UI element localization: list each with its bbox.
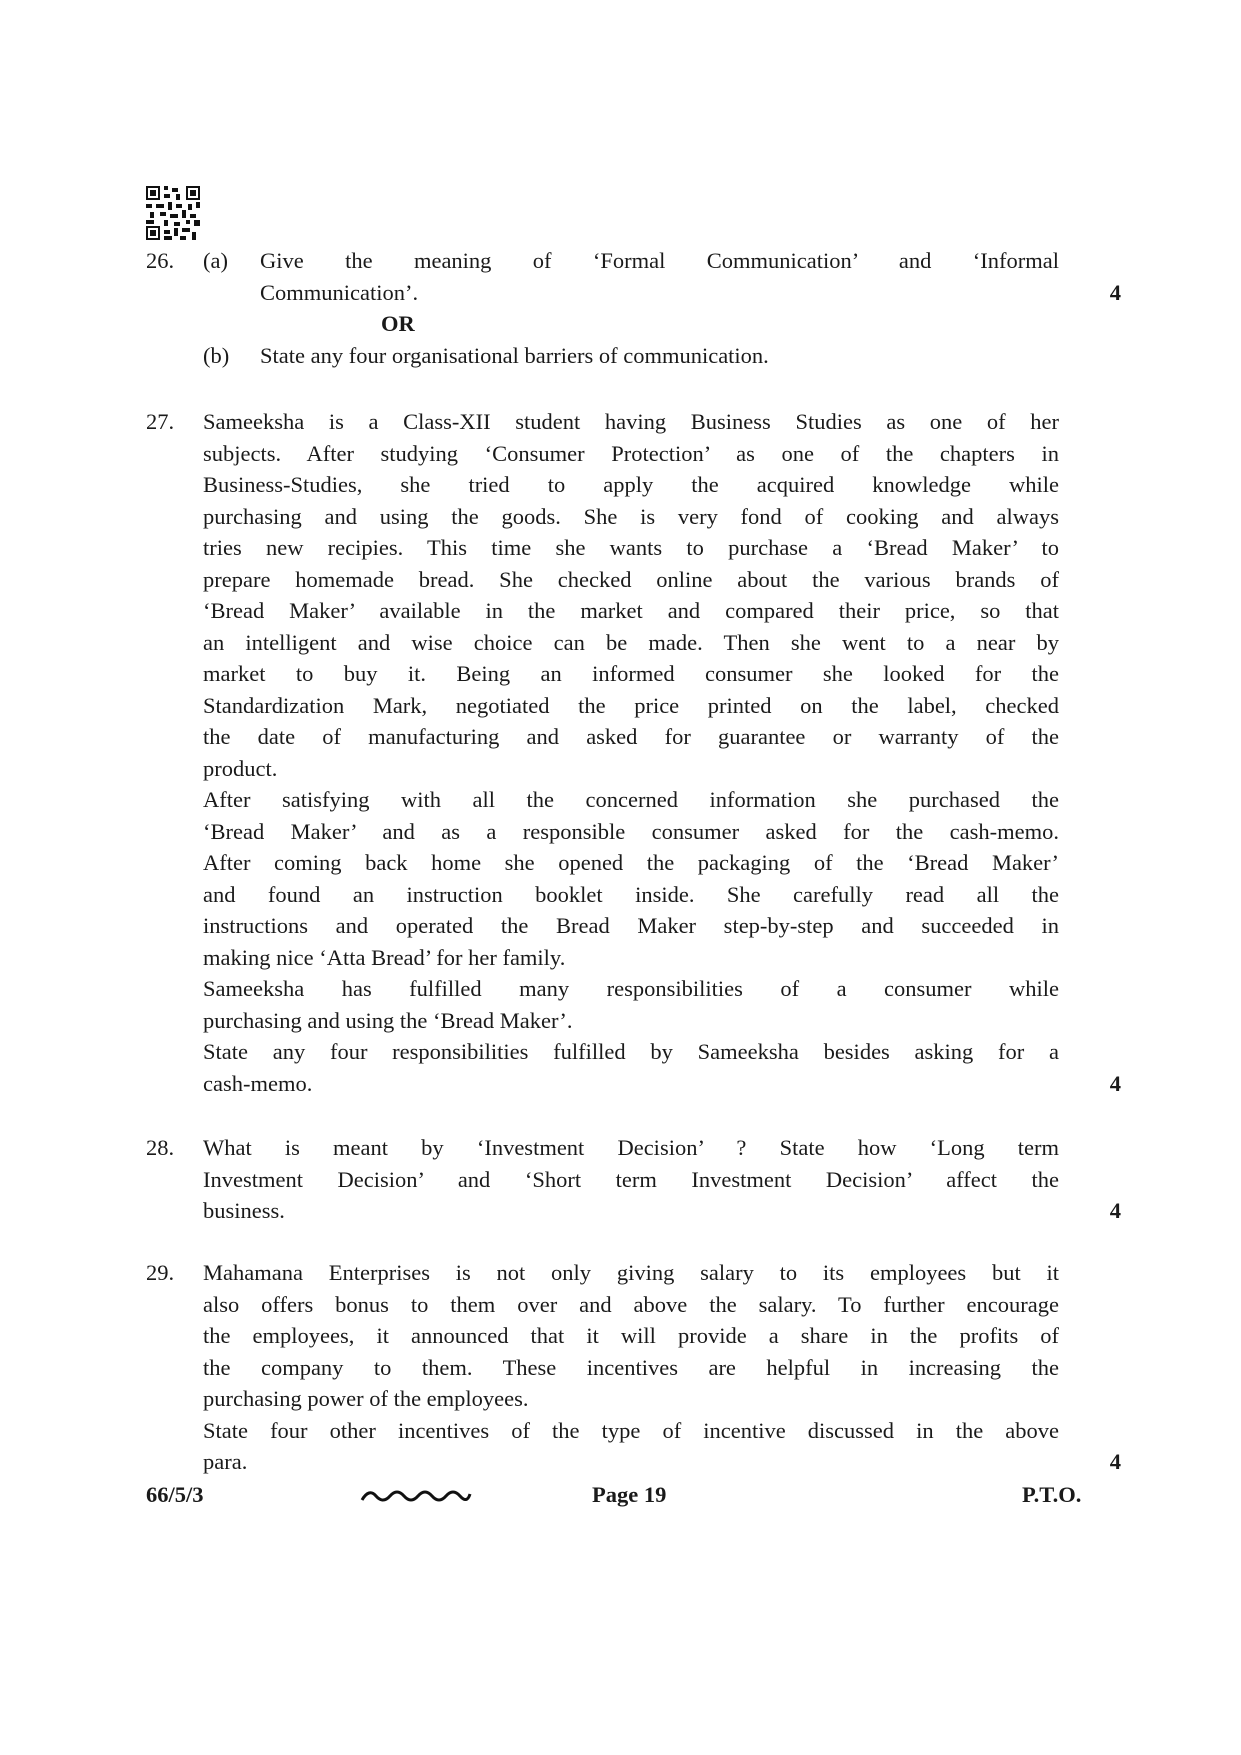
marks: 4 <box>1109 1198 1121 1223</box>
paragraph <box>203 1036 1059 1099</box>
text-line: also offers bonus to them over and above the salary. To further encourage <box>203 1291 1059 1317</box>
text-line: the company to them. These incentives are helpful in increasing the <box>203 1354 1059 1380</box>
paragraph <box>203 1257 1059 1415</box>
text-line: the employees, it announced that it will provide a share in the profits of <box>203 1323 1059 1348</box>
text-line: purchasing and using the goods. She is very fond of cooking and always <box>203 503 1059 529</box>
wave-ornament-icon <box>360 1486 472 1506</box>
paragraph <box>203 784 1059 973</box>
text-line: para. <box>203 1449 248 1474</box>
or-separator: OR <box>381 311 415 336</box>
question-number: 28. <box>146 1135 175 1160</box>
text-line: Mahamana Enterprises is not only giving salary to its employees but it <box>203 1260 1059 1285</box>
text-line: product. <box>203 755 278 781</box>
text-line: business. <box>203 1198 285 1223</box>
text-line: prepare homemade bread. She checked online about the various brands of <box>203 566 1059 592</box>
text-line: Sameeksha is a Class-XII student having Business Studies as one of her <box>203 409 1059 434</box>
text-line: purchasing power of the employees. <box>203 1386 529 1411</box>
text-line: State any four responsibilities fulfilled by Sameeksha besides asking for a <box>203 1039 1059 1064</box>
question-number: 29. <box>146 1260 175 1285</box>
marks: 4 <box>1109 279 1121 305</box>
text-line: purchasing and using the ‘Bread Maker’. <box>203 1007 573 1033</box>
text-line: Business-Studies, she tried to apply the acquired knowledge while <box>203 472 1059 497</box>
text-line: After satisfying with all the concerned information she purchased the <box>203 787 1059 812</box>
text-line: the date of manufacturing and asked for guarantee or warranty of the <box>203 724 1059 749</box>
text-line: and found an instruction booklet inside. She carefully read all the <box>203 881 1059 907</box>
text-line: subjects. After studying ‘Consumer Protection’ as one of the chapters in <box>203 440 1059 466</box>
text-line: Investment Decision’ and ‘Short term Investment Decision’ affect the <box>203 1166 1059 1192</box>
text-line: Standardization Mark, negotiated the price printed on the label, checked <box>203 692 1059 718</box>
question-27 <box>146 406 1121 1106</box>
question-body <box>203 1257 1059 1478</box>
text-line: an intelligent and wise choice can be made. Then she went to a near by <box>203 629 1059 655</box>
text-line: ‘Bread Maker’ available in the market and compared their price, so that <box>203 598 1059 623</box>
text-line: cash-memo. <box>203 1070 313 1096</box>
paper-code: 66/5/3 <box>146 1482 204 1507</box>
paragraph <box>203 973 1059 1036</box>
text-line: instructions and operated the Bread Maker step-by-step and succeeded in <box>203 913 1059 938</box>
paragraph <box>203 406 1059 784</box>
text-line: State four other incentives of the type of incentive discussed in the above <box>203 1417 1059 1443</box>
text-line: After coming back home she opened the packaging of the ‘Bread Maker’ <box>203 850 1059 875</box>
question-body <box>203 1132 1059 1227</box>
sub-label: (b) <box>203 342 230 368</box>
pto-label: P.T.O. <box>1022 1482 1082 1507</box>
text-line: What is meant by ‘Investment Decision’ ? State how ‘Long term <box>203 1135 1059 1160</box>
text-line: Give the meaning of ‘Formal Communication’ and ‘Informal <box>260 248 1059 273</box>
text-line: market to buy it. Being an informed consumer she looked for the <box>203 661 1059 686</box>
question-26 <box>146 245 1121 375</box>
qr-code-icon <box>146 186 200 240</box>
question-number: 26. <box>146 248 175 273</box>
sub-label: (a) <box>203 248 228 273</box>
marks: 4 <box>1109 1070 1121 1096</box>
text-line: Sameeksha has fulfilled many responsibilities of a consumer while <box>203 976 1059 1001</box>
page-number: Page 19 <box>592 1482 667 1507</box>
marks: 4 <box>1109 1449 1121 1474</box>
paragraph <box>203 1415 1059 1478</box>
question-body <box>203 406 1059 1099</box>
text-line: making nice ‘Atta Bread’ for her family. <box>203 944 566 970</box>
text-line: ‘Bread Maker’ and as a responsible consumer asked for the cash-memo. <box>203 818 1059 844</box>
question-29 <box>146 1257 1121 1487</box>
text-line: Communication’. <box>260 279 419 305</box>
text-line: State any four organisational barriers of communication. <box>260 342 769 368</box>
question-28 <box>146 1132 1121 1232</box>
text-line: tries new recipies. This time she wants to purchase a ‘Bread Maker’ to <box>203 535 1059 560</box>
question-number: 27. <box>146 409 175 434</box>
paragraph <box>203 1132 1059 1227</box>
